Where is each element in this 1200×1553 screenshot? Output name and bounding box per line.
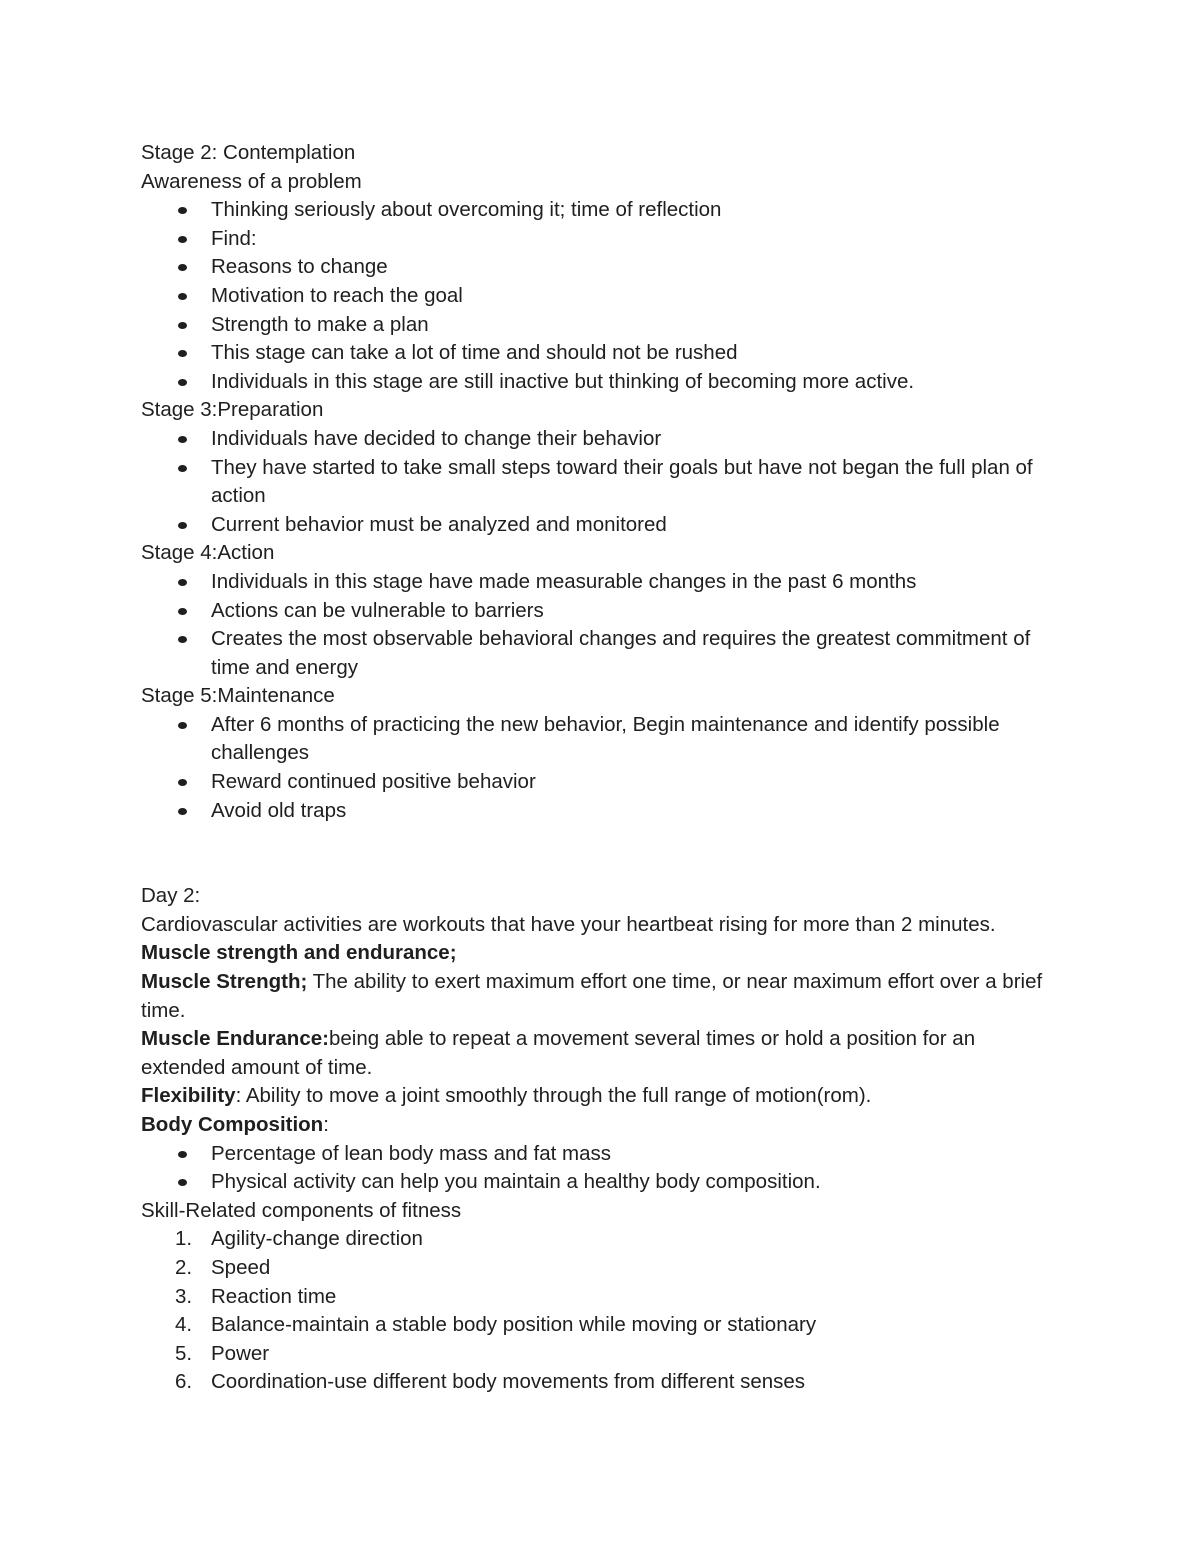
bullet-icon [178,264,187,271]
stage3-title: Stage 3:Preparation [141,398,324,422]
list-item: 1. Agility-change direction [175,1227,423,1251]
stage2-intro: Awareness of a problem [141,169,362,193]
list-item: Strength to make a plan [141,311,1061,340]
muscle-strength-definition: Muscle Strength; The ability to exert maximum effort one time, or near maximum effort over a brief time. [141,970,1048,1022]
document-page [141,139,1061,1397]
cardio-definition: Cardiovascular activities are workouts that have your heartbeat rising for more than 2 minutes. [141,912,996,936]
bullet-icon [178,350,187,357]
body-composition-heading: Body Composition: [141,1113,329,1136]
skill-components-list [141,1225,1061,1397]
list-item: Actions can be vulnerable to barriers [141,597,1061,626]
skill-components-title: Skill-Related components of fitness [141,1198,462,1222]
bullet-icon [178,236,187,243]
bullet-icon [178,579,187,586]
list-item: Individuals in this stage have made measurable changes in the past 6 months [141,568,1061,597]
body-composition-list [141,1140,1061,1197]
bullet-icon [178,293,187,300]
day2-title: Day 2: [141,884,201,908]
term: Muscle Strength; [141,970,308,994]
term: Body Composition [141,1113,324,1136]
bullet-icon [178,779,187,786]
list-item: 2. Speed [175,1255,271,1279]
muscle-heading: Muscle strength and endurance; [141,941,457,965]
list-item: Find: [141,225,1061,254]
list-item: Thinking seriously about overcoming it; time of reflection [141,196,1061,225]
bullet-icon [178,636,187,643]
list-item: Reward continued positive behavior [141,768,1061,797]
list-item: Individuals in this stage are still inactive but thinking of becoming more active. [141,368,1061,397]
bullet-icon [178,608,187,615]
bullet-icon [178,1151,187,1158]
muscle-endurance-definition: Muscle Endurance:being able to repeat a movement several times or hold a position for an extended amount of time. [141,1027,981,1079]
list-item: Individuals have decided to change their behavior [141,425,1061,454]
bullet-icon [178,722,187,729]
stage5-list [141,711,1061,825]
section-spacer [141,825,1061,882]
bullet-icon [178,465,187,472]
list-item: After 6 months of practicing the new behavior, Begin maintenance and identify possible challenges [141,711,1061,768]
list-item: Current behavior must be analyzed and monitored [141,511,1061,540]
list-item: Percentage of lean body mass and fat mass [141,1140,1061,1169]
list-item: Motivation to reach the goal [141,282,1061,311]
list-item: 5. Power [175,1341,270,1365]
list-item: Physical activity can help you maintain a healthy body composition. [141,1168,1061,1197]
list-item: They have started to take small steps toward their goals but have not began the full plan of action [141,454,1061,511]
bullet-icon [178,808,187,815]
list-item: This stage can take a lot of time and should not be rushed [141,339,1061,368]
bullet-icon [178,522,187,529]
list-item: 3. Reaction time [175,1284,337,1308]
flexibility-definition: Flexibility: Ability to move a joint smoothly through the full range of motion(rom). [141,1084,872,1108]
list-item: 6. Coordination-use different body movements from different senses [175,1370,806,1394]
stage4-title: Stage 4:Action [141,541,275,565]
bullet-icon [178,436,187,443]
list-item: Creates the most observable behavioral changes and requires the greatest commitment of time and energy [141,625,1061,682]
list-item: Avoid old traps [141,797,1061,826]
stage2-title: Stage 2: Contemplation [141,141,356,164]
term: Flexibility [141,1084,236,1108]
list-item: Reasons to change [141,253,1061,282]
stage3-list [141,425,1061,539]
bullet-icon [178,379,187,386]
term: Muscle Endurance: [141,1027,329,1051]
bullet-icon [178,322,187,329]
stage2-list [141,196,1061,396]
stage5-title: Stage 5:Maintenance [141,684,335,708]
stage4-list [141,568,1061,682]
list-item: 4. Balance-maintain a stable body position while moving or stationary [175,1313,817,1337]
bullet-icon [178,207,187,214]
bullet-icon [178,1179,187,1186]
